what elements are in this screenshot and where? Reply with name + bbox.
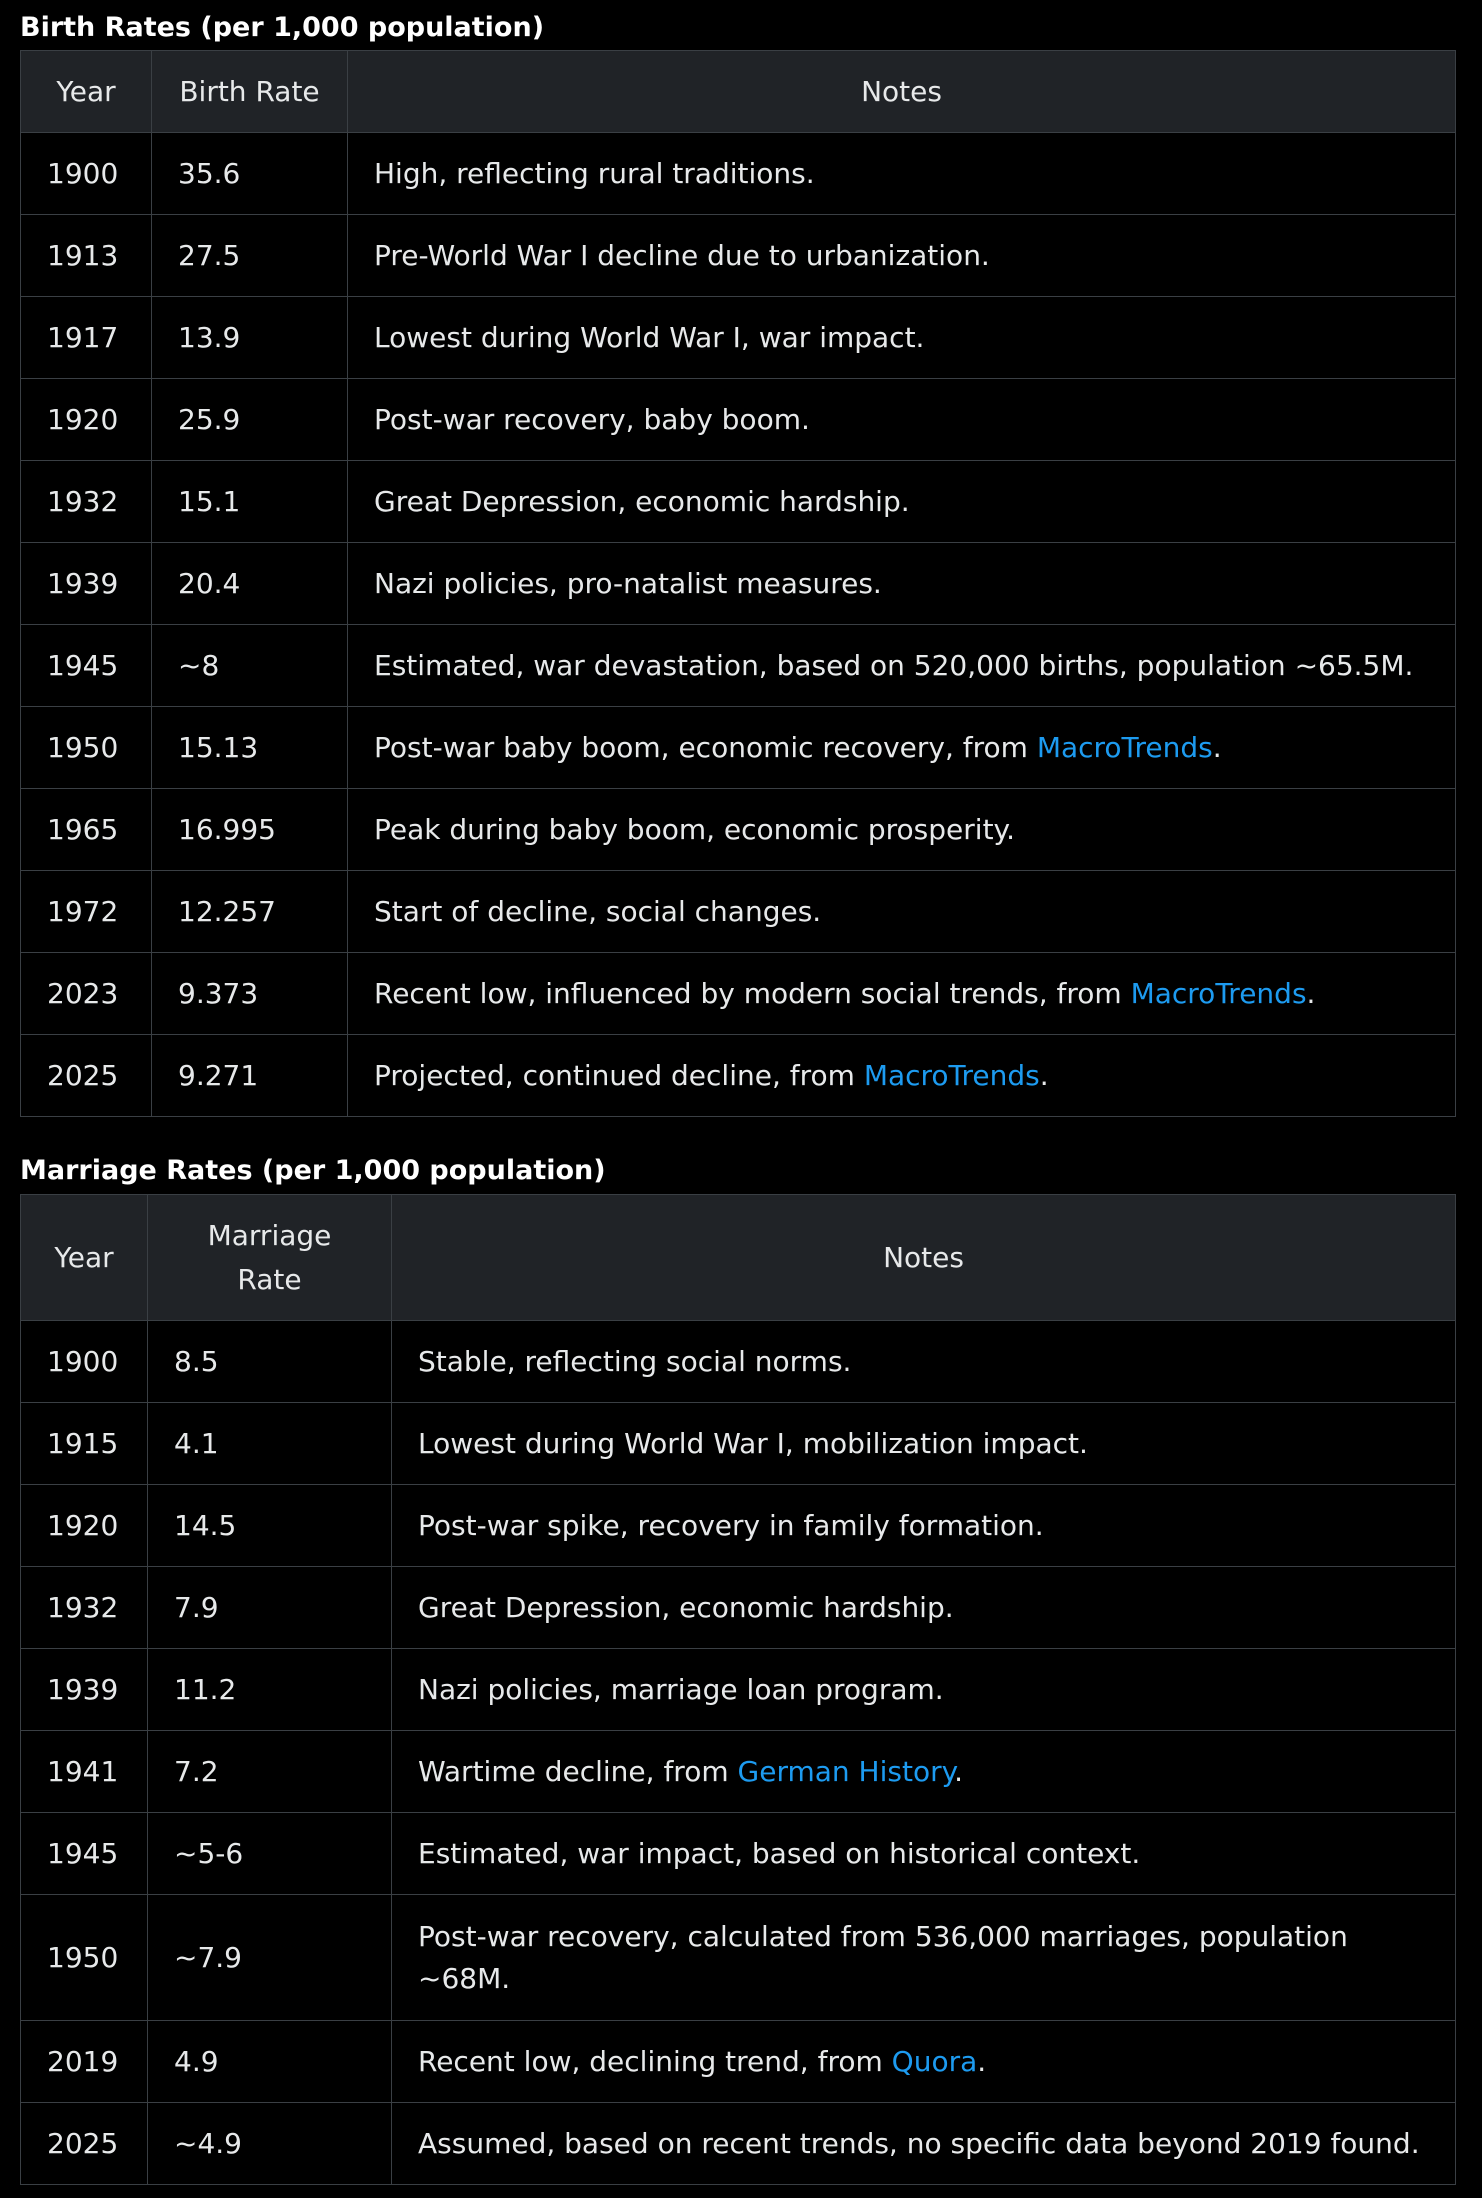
rate-cell: ~5-6 <box>148 1813 392 1895</box>
notes-cell <box>348 297 1456 379</box>
rate-cell: 14.5 <box>148 1485 392 1567</box>
source-link[interactable]: MacroTrends <box>863 1058 1040 1092</box>
notes-cell <box>348 543 1456 625</box>
notes-cell <box>392 2103 1456 2185</box>
table-row <box>21 461 1456 543</box>
year-cell: 1900 <box>21 133 152 215</box>
table-row <box>21 1485 1456 1567</box>
table-row <box>21 871 1456 953</box>
note-text: Lowest during World War I, war impact. <box>374 320 925 354</box>
rate-cell: ~4.9 <box>148 2103 392 2185</box>
notes-cell <box>392 1567 1456 1649</box>
note-text: Estimated, war devastation, based on 520,000 births, population ~65.5M. <box>374 648 1414 682</box>
note-suffix: . <box>1039 1058 1049 1092</box>
note-text: Start of decline, social changes. <box>374 894 822 928</box>
note-text: Post-war recovery, calculated from 536,000 marriages, population ~68M. <box>418 1919 1348 1995</box>
col-header-marriage-rate-line2: Rate <box>237 1262 302 1296</box>
note-text: Lowest during World War I, mobilization impact. <box>418 1426 1088 1460</box>
table-row <box>21 789 1456 871</box>
table-row <box>21 133 1456 215</box>
year-cell: 1945 <box>21 1813 148 1895</box>
rate-cell: 9.373 <box>152 953 348 1035</box>
rate-cell: 8.5 <box>148 1321 392 1403</box>
table-row <box>21 1035 1456 1117</box>
table-row <box>21 625 1456 707</box>
table-row <box>21 379 1456 461</box>
year-cell: 1920 <box>21 1485 148 1567</box>
notes-cell <box>392 1321 1456 1403</box>
note-text: Nazi policies, marriage loan program. <box>418 1672 944 1706</box>
table-row <box>21 1649 1456 1731</box>
notes-cell <box>348 625 1456 707</box>
year-cell: 1900 <box>21 1321 148 1403</box>
source-link[interactable]: MacroTrends <box>1130 976 1307 1010</box>
birth-rates-title: Birth Rates (per 1,000 population) <box>20 12 545 43</box>
note-text: Projected, continued decline, from <box>374 1058 864 1092</box>
note-suffix: . <box>1212 730 1222 764</box>
rate-cell: 15.13 <box>152 707 348 789</box>
marriage-rates-title: Marriage Rates (per 1,000 population) <box>20 1155 606 1186</box>
col-header-marriage-rate-line1: Marriage <box>207 1218 332 1252</box>
year-cell: 1932 <box>21 461 152 543</box>
source-link[interactable]: Quora <box>891 2044 978 2078</box>
notes-cell <box>392 1895 1456 2021</box>
note-text: Assumed, based on recent trends, no specific data beyond 2019 found. <box>418 2126 1420 2160</box>
source-link[interactable]: MacroTrends <box>1036 730 1213 764</box>
notes-cell <box>392 1649 1456 1731</box>
table-row <box>21 2021 1456 2103</box>
notes-cell <box>348 133 1456 215</box>
birth-rates-table <box>20 50 1456 1117</box>
rate-cell: 27.5 <box>152 215 348 297</box>
rate-cell: 7.2 <box>148 1731 392 1813</box>
table-row <box>21 1567 1456 1649</box>
rate-cell: 16.995 <box>152 789 348 871</box>
rate-cell: 20.4 <box>152 543 348 625</box>
notes-cell <box>348 215 1456 297</box>
note-text: High, reflecting rural traditions. <box>374 156 815 190</box>
note-text: Stable, reflecting social norms. <box>418 1344 852 1378</box>
table-row <box>21 1321 1456 1403</box>
year-cell: 1915 <box>21 1403 148 1485</box>
year-cell: 1920 <box>21 379 152 461</box>
table-row <box>21 297 1456 379</box>
note-text: Peak during baby boom, economic prosperity. <box>374 812 1016 846</box>
table-row <box>21 215 1456 297</box>
year-cell: 1972 <box>21 871 152 953</box>
col-header-birth-rate: Birth Rate <box>152 51 348 133</box>
table-row <box>21 953 1456 1035</box>
year-cell: 2019 <box>21 2021 148 2103</box>
notes-cell <box>348 1035 1456 1117</box>
rate-cell: 7.9 <box>148 1567 392 1649</box>
note-text: Post-war baby boom, economic recovery, from <box>374 730 1037 764</box>
rate-cell: 35.6 <box>152 133 348 215</box>
col-header-notes: Notes <box>392 1195 1456 1321</box>
year-cell: 2023 <box>21 953 152 1035</box>
col-header-marriage-rate <box>148 1195 392 1321</box>
notes-cell <box>348 379 1456 461</box>
year-cell: 1945 <box>21 625 152 707</box>
year-cell: 1913 <box>21 215 152 297</box>
notes-cell <box>348 789 1456 871</box>
note-text: Post-war recovery, baby boom. <box>374 402 810 436</box>
rate-cell: 9.271 <box>152 1035 348 1117</box>
note-text: Great Depression, economic hardship. <box>418 1590 954 1624</box>
note-text: Estimated, war impact, based on historical context. <box>418 1836 1141 1870</box>
col-header-year: Year <box>21 1195 148 1321</box>
col-header-notes: Notes <box>348 51 1456 133</box>
rate-cell: 11.2 <box>148 1649 392 1731</box>
year-cell: 2025 <box>21 1035 152 1117</box>
rate-cell: 13.9 <box>152 297 348 379</box>
year-cell: 1965 <box>21 789 152 871</box>
rate-cell: 4.1 <box>148 1403 392 1485</box>
note-suffix: . <box>977 2044 987 2078</box>
note-text: Wartime decline, from <box>418 1754 738 1788</box>
rate-cell: 15.1 <box>152 461 348 543</box>
notes-cell <box>348 871 1456 953</box>
rate-cell: 12.257 <box>152 871 348 953</box>
notes-cell <box>348 461 1456 543</box>
table-row <box>21 543 1456 625</box>
year-cell: 1950 <box>21 1895 148 2021</box>
table-row <box>21 1731 1456 1813</box>
col-header-year: Year <box>21 51 152 133</box>
rate-cell: ~8 <box>152 625 348 707</box>
note-text: Post-war spike, recovery in family formation. <box>418 1508 1044 1542</box>
notes-cell <box>392 2021 1456 2103</box>
table-row <box>21 1813 1456 1895</box>
year-cell: 1917 <box>21 297 152 379</box>
rate-cell: 4.9 <box>148 2021 392 2103</box>
notes-cell <box>348 953 1456 1035</box>
marriage-header-row <box>21 1195 1456 1321</box>
year-cell: 1932 <box>21 1567 148 1649</box>
birth-header-row <box>21 51 1456 133</box>
note-text: Nazi policies, pro-natalist measures. <box>374 566 882 600</box>
note-text: Pre-World War I decline due to urbanization. <box>374 238 990 272</box>
notes-cell <box>392 1485 1456 1567</box>
rate-cell: ~7.9 <box>148 1895 392 2021</box>
year-cell: 1939 <box>21 543 152 625</box>
year-cell: 2025 <box>21 2103 148 2185</box>
notes-cell <box>392 1403 1456 1485</box>
notes-cell <box>348 707 1456 789</box>
rate-cell: 25.9 <box>152 379 348 461</box>
note-text: Great Depression, economic hardship. <box>374 484 910 518</box>
table-row <box>21 707 1456 789</box>
table-row <box>21 1895 1456 2021</box>
note-text: Recent low, influenced by modern social trends, from <box>374 976 1131 1010</box>
year-cell: 1950 <box>21 707 152 789</box>
notes-cell <box>392 1731 1456 1813</box>
year-cell: 1941 <box>21 1731 148 1813</box>
table-row <box>21 1403 1456 1485</box>
table-row <box>21 2103 1456 2185</box>
source-link[interactable]: German History <box>737 1754 955 1788</box>
marriage-rates-table <box>20 1194 1456 2185</box>
note-suffix: . <box>954 1754 964 1788</box>
note-suffix: . <box>1306 976 1316 1010</box>
year-cell: 1939 <box>21 1649 148 1731</box>
note-text: Recent low, declining trend, from <box>418 2044 892 2078</box>
notes-cell <box>392 1813 1456 1895</box>
